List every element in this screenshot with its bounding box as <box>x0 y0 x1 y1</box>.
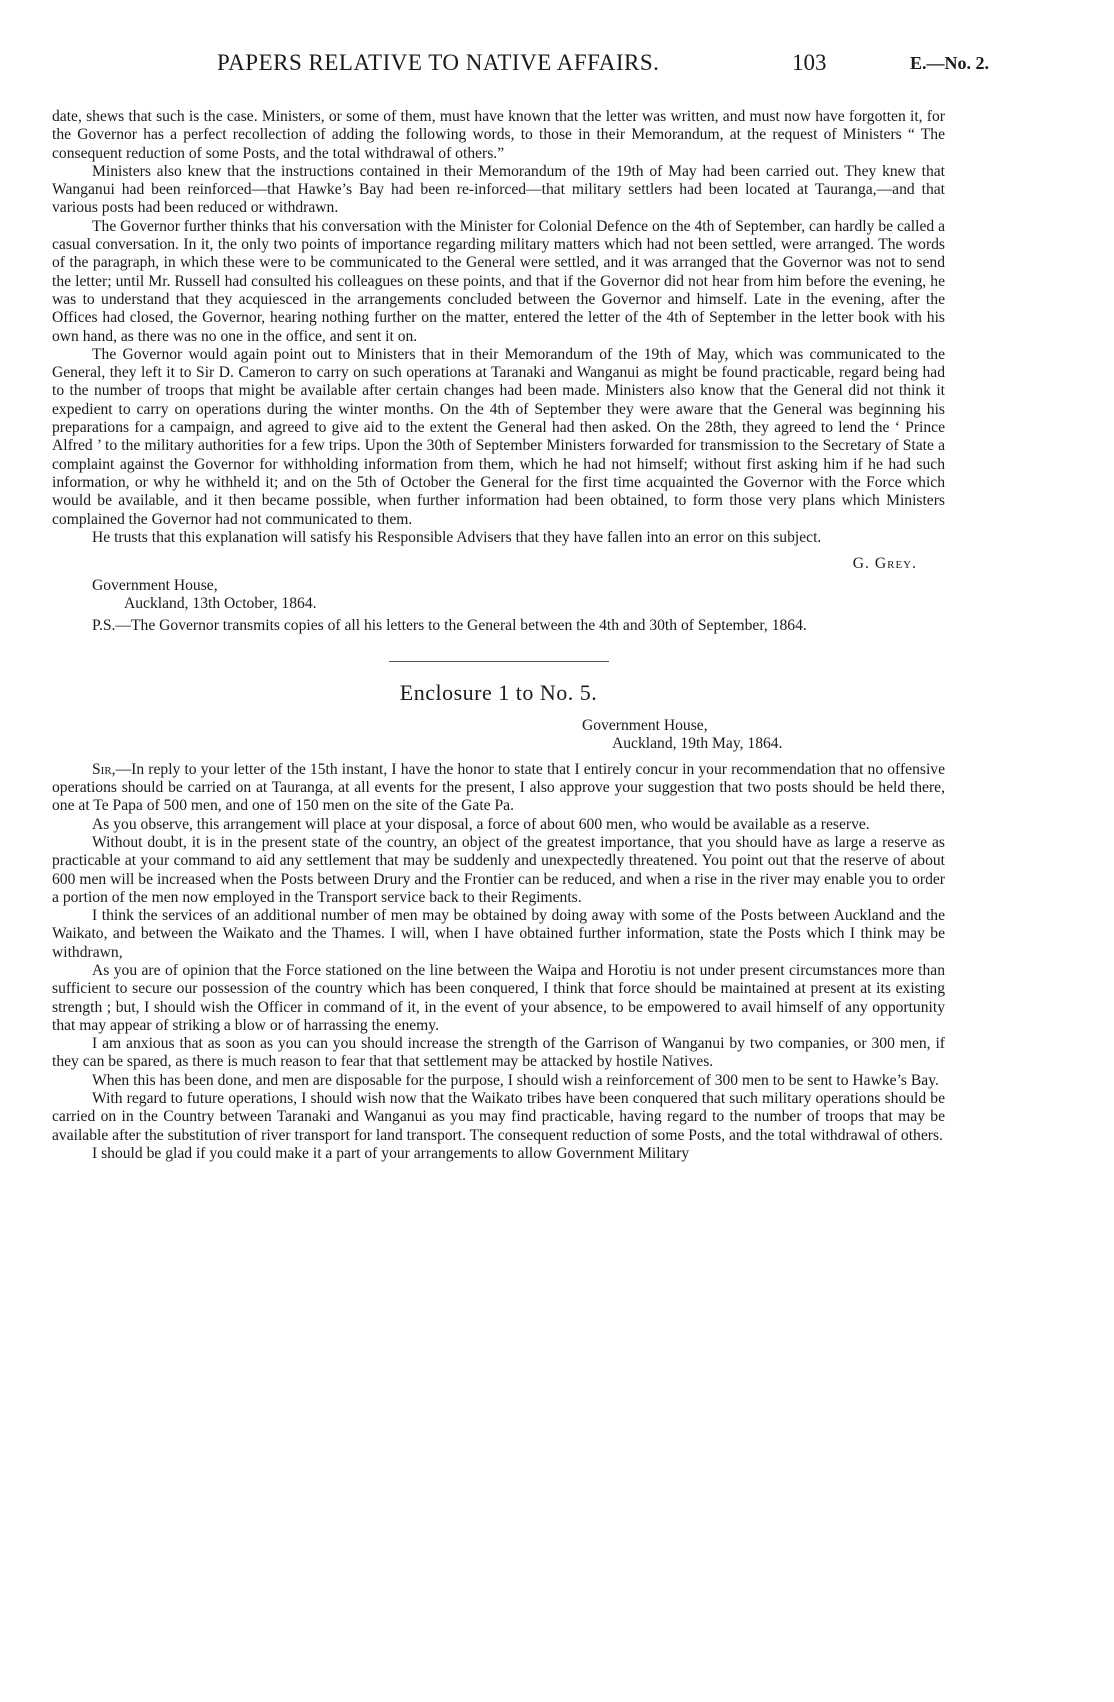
document-reference: E.—No. 2. <box>910 53 990 73</box>
date-line: Auckland, 19th May, 1864. <box>612 734 783 752</box>
paragraph: As you are of opinion that the Force stationed on the line between the Waipa and Horotiu is not under present circumstances more than sufficient to secure our possession of the country which has been conquered, I think that force should be maintained at present at its existing strength ; but, I should wish the Officer in command of it, in the event of your absence, to be empowered to avail himself of any opportunity that may appear of striking a blow or of harrassing the enemy. <box>52 961 945 1034</box>
enclosure-title: Enclosure 1 to No. 5. <box>399 680 598 706</box>
postscript: P.S.—The Governor transmits copies of all his letters to the General between the 4th and 30th of September, 1864. <box>92 617 807 635</box>
paragraph <box>52 761 945 816</box>
paragraph: He trusts that this explanation will satisfy his Responsible Advisers that they have fallen into an error on this subject. <box>92 528 822 546</box>
paragraph: I am anxious that as soon as you can you should increase the strength of the Garrison of Wanganui by two companies, or 300 men, if they can be spared, as there is much reason to fear that that settlement may be attacked by hostile Natives. <box>52 1035 945 1071</box>
place-line: Government House, <box>92 577 218 595</box>
address-line: Government House, <box>582 716 708 734</box>
paragraph: With regard to future operations, I should wish now that the Waikato tribes have been conquered that such military operations should be carried on in the Country between Taranaki and Wanganui as you may find practicable, having regard to the number of troops that may be available after the substitution of river transport for land transport. The consequent reduction of some Posts, and the total withdrawal of others. <box>52 1090 945 1144</box>
paragraph-text: —In reply to your letter of the 15th instant, I have the honor to state that I entirely concur in your recommendation that no offensive operations should be carried on at Tauranga, at all events for the present, I also approve your suggestion that two posts should be held there, one at Te Papa of 500 men, and one of 150 men on the site of the Gate Pa. <box>52 760 945 815</box>
paragraph: Ministers also knew that the instructions contained in their Memorandum of the 19th of May had been carried out. They knew that Wanganui had been reinforced—that Hawke’s Bay had been re-inforced—that military settlers had been located at Tauranga,—and that various posts had been reduced or withdrawn. <box>52 162 945 217</box>
address-block <box>52 717 945 761</box>
paragraph: Without doubt, it is in the present state of the country, an object of the greatest importance, that you should have as large a reserve as practicable at your command to aid any settlement that may be suddenly and unexpectedly threatened. You point out that the reserve of about 600 men will be increased when the Posts between Drury and the Frontier can be reduced, and when a rise in the river may enable you to order a portion of the men now employed in the Transport service back to their Regiments. <box>52 833 945 906</box>
paragraph: date, shews that such is the case. Ministers, or some of them, must have known that the letter was written, and must now have forgotten it, for the Governor has a perfect recollection of adding the following words, to those in their Memorandum, at the request of Ministers “ The consequent reduction of some Posts, and the total withdrawal of others.” <box>52 108 945 162</box>
paragraph: The Governor further thinks that his conversation with the Minister for Colonial Defence on the 4th of September, can hardly be called a casual conversation. In it, the only two points of importance regarding military matters which had not been settled, were arranged. The words of the paragraph, in which these were to be communicated to the General were settled, and it was arranged that the Governor was not to send the letter; until Mr. Russell had consulted his colleagues on these points, and that if the Governor did not hear from him before the evening, he was to understand that they acquiesced in the arrangements concluded between the Governor and himself. Late in the evening, after the Offices had closed, the Governor, hearing nothing further on the matter, entered the letter of the 4th of September in the letter book with his own hand, as there was no one in the office, and sent it on. <box>52 217 945 345</box>
date-line: Auckland, 13th October, 1864. <box>124 595 317 613</box>
signature-block <box>52 547 945 617</box>
paragraph: When this has been done, and men are disposable for the purpose, I should wish a reinforcement of 300 men to be sent to Hawke’s Bay. <box>92 1071 939 1089</box>
signature: G. Grey. <box>852 555 917 573</box>
running-title: PAPERS RELATIVE TO NATIVE AFFAIRS. <box>217 50 660 75</box>
salutation: Sir, <box>92 760 116 778</box>
page-number: 103 <box>792 50 827 75</box>
section-divider <box>389 661 609 662</box>
paragraph: The Governor would again point out to Ministers that in their Memorandum of the 19th of May, which was communicated to the General, they left it to Sir D. Cameron to carry on such operations at Taranaki and Wanganui as might be found practicable, regard being had to the number of troops that might be available after certain changes had been made. Ministers also know that the General did not think it expedient to carry on operations during the winter months. On the 4th of September they were aware that the General was beginning his preparations for a campaign, and agreed to give aid to the extent the General had then asked. On the 28th, they agreed to lend the ‘ Prince Alfred ’ to the military authorities for a few trips. Upon the 30th of September Ministers forwarded for transmission to the Secretary of State a complaint against the Governor for withholding information from them, which he had not himself; without first asking him if he had such information, or why he withheld it; and on the 5th of October the General for the first time acquainted the Governor with the Force which would be available, and it then became possible, when further information had been obtained, to form those very plans which Ministers complained the Governor had not communicated to them. <box>52 345 945 528</box>
paragraph: As you observe, this arrangement will place at your disposal, a force of about 600 men, who would be available as a reserve. <box>92 815 870 833</box>
paragraph: I should be glad if you could make it a part of your arrangements to allow Government Military <box>92 1144 690 1162</box>
page-body <box>52 108 945 1163</box>
page-header <box>52 50 1112 90</box>
paragraph: I think the services of an additional number of men may be obtained by doing away with some of the Posts between Auckland and the Waikato, and between the Waikato and the Thames. I will, when I have obtained further information, state the Posts which I think may be withdrawn, <box>52 907 945 961</box>
